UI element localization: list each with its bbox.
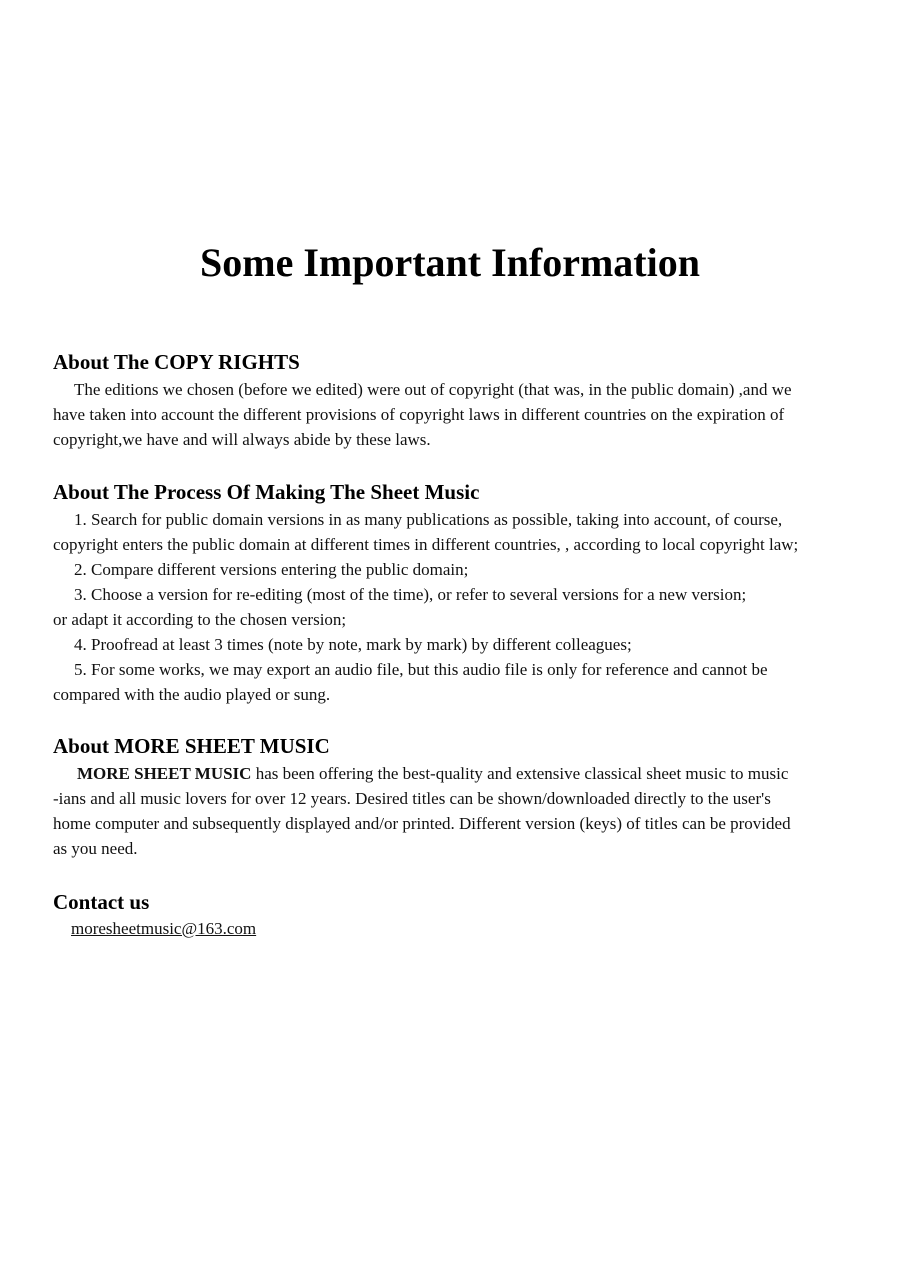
about-line-3: home computer and subsequently displayed and/or printed. Different version (keys) of titles can be provided bbox=[53, 814, 791, 833]
process-step-3-cont: or adapt it according to the chosen version; bbox=[53, 610, 347, 629]
about-heading: About MORE SHEET MUSIC bbox=[53, 734, 330, 758]
contact-section bbox=[53, 887, 853, 941]
copyright-line-2: have taken into account the different provisions of copyright laws in different countries on the expiration of bbox=[53, 405, 785, 424]
copyright-section bbox=[53, 347, 853, 452]
about-line-1-text: has been offering the best-quality and extensive classical sheet music to music bbox=[251, 764, 789, 783]
page-title: Some Important Information bbox=[200, 240, 700, 285]
about-line-4: as you need. bbox=[53, 839, 138, 858]
brand-name: MORE SHEET MUSIC bbox=[77, 764, 252, 783]
process-step-3: 3. Choose a version for re-editing (most of the time), or refer to several versions for a new version; bbox=[74, 585, 747, 604]
contact-heading: Contact us bbox=[53, 890, 150, 914]
copyright-heading: About The COPY RIGHTS bbox=[53, 350, 300, 374]
process-step-1-cont: copyright enters the public domain at different times in different countries, , according to local copyright law; bbox=[53, 535, 799, 554]
about-line-1 bbox=[53, 761, 853, 786]
about-line-2: -ians and all music lovers for over 12 years. Desired titles can be shown/downloaded directly to the user's bbox=[53, 789, 771, 808]
process-step-5: 5. For some works, we may export an audio file, but this audio file is only for reference and cannot be bbox=[74, 660, 768, 679]
copyright-line-1: The editions we chosen (before we edited) were out of copyright (that was, in the public domain) ,and we bbox=[74, 380, 792, 399]
process-step-2: 2. Compare different versions entering the public domain; bbox=[74, 560, 469, 579]
email-link[interactable]: moresheetmusic@163.com bbox=[71, 919, 257, 938]
process-step-1: 1. Search for public domain versions in as many publications as possible, taking into account, of course, bbox=[74, 510, 783, 529]
process-heading: About The Process Of Making The Sheet Music bbox=[53, 480, 480, 504]
process-step-4: 4. Proofread at least 3 times (note by note, mark by mark) by different colleagues; bbox=[74, 635, 632, 654]
process-step-5-cont: compared with the audio played or sung. bbox=[53, 685, 331, 704]
process-section bbox=[53, 477, 853, 707]
copyright-line-3: copyright,we have and will always abide by these laws. bbox=[53, 430, 431, 449]
about-section bbox=[53, 731, 853, 861]
